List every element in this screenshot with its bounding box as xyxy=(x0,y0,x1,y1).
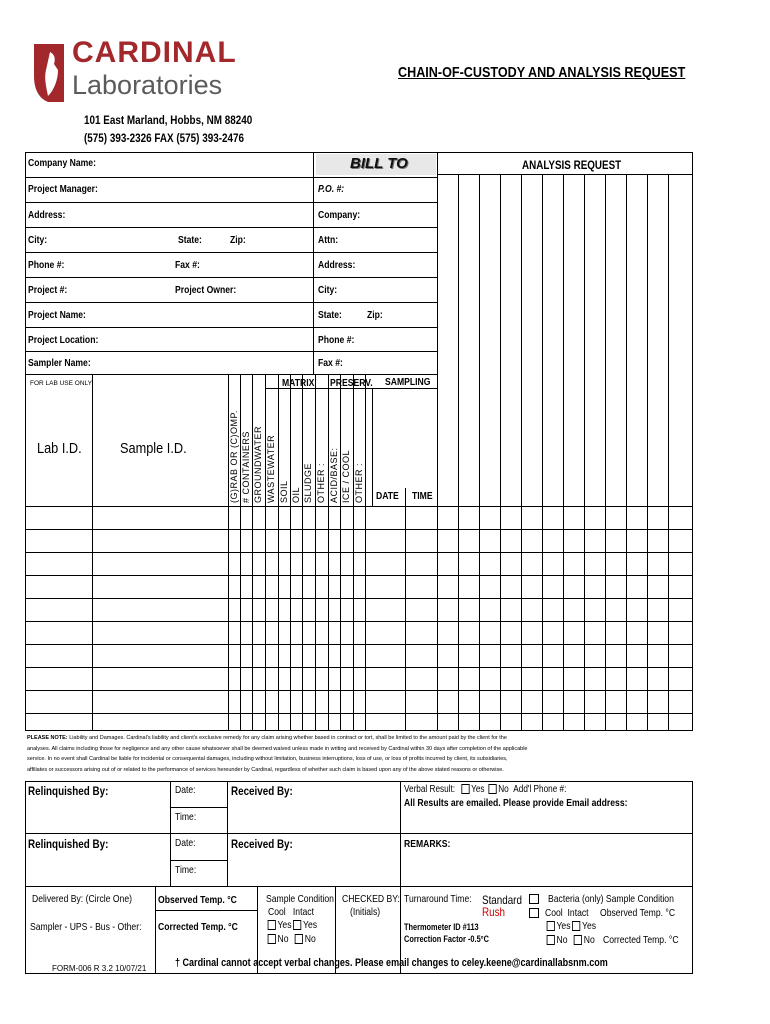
sampler-name-label[interactable]: Sampler Name: xyxy=(28,357,91,369)
analysis-column-line xyxy=(458,174,459,731)
project-name-label[interactable]: Project Name: xyxy=(28,309,86,321)
received-by-1[interactable]: Received By: xyxy=(231,784,293,798)
bact-cool-yes-checkbox[interactable] xyxy=(547,921,555,931)
corrected-temp-label[interactable]: Corrected Temp. °C xyxy=(158,921,238,933)
analysis-column-line xyxy=(647,174,648,731)
analysis-column-line xyxy=(521,174,522,731)
analysis-request-header: ANALYSIS REQUEST xyxy=(522,158,622,172)
bacteria-intact-label: Intact xyxy=(567,907,589,919)
thermometer-label: Thermometer ID #113 xyxy=(404,922,479,932)
address-line2: (575) 393-2326 FAX (575) 393-2476 xyxy=(84,133,245,145)
row-column-line xyxy=(92,374,93,731)
rush-label: Rush xyxy=(482,905,505,919)
preserv-header: PRESERV. xyxy=(330,377,373,389)
vertical-header-8: ACID/BASE: xyxy=(329,447,339,503)
zip-label[interactable]: Zip: xyxy=(230,234,246,246)
emailed-label[interactable]: All Results are emailed. Please provide Email address: xyxy=(404,797,628,809)
logo-line2: Laboratories xyxy=(72,70,223,100)
cool-yes-checkbox[interactable] xyxy=(268,920,276,930)
vertical-header-1: # CONTAINERS xyxy=(241,431,251,503)
page-title: CHAIN-OF-CUSTODY AND ANALYSIS REQUEST xyxy=(398,64,686,81)
bact-cool-yes-label: Yes xyxy=(556,920,571,932)
bill-city-label[interactable]: City: xyxy=(318,284,338,296)
time-header: TIME xyxy=(412,490,433,502)
project-location-label[interactable]: Project Location: xyxy=(28,334,99,346)
bacteria-cool-label: Cool xyxy=(545,907,563,919)
bill-address-label[interactable]: Address: xyxy=(318,259,356,271)
note-line1: Liability and Damages. Cardinal's liability and client's exclusive remedy for any claim arising whether based in contract or tort, shall be limited to the amount paid by the client for the xyxy=(69,735,507,741)
matrix-header: MATRIX xyxy=(282,377,315,389)
lab-use-label: FOR LAB USE ONLY xyxy=(30,380,93,387)
vertical-header-10: OTHER : xyxy=(354,462,364,503)
form-number: FORM-006 R 3.2 10/07/21 xyxy=(52,964,147,973)
verbal-no-label: No xyxy=(498,784,509,795)
vertical-header-7: OTHER : xyxy=(316,462,326,503)
vertical-header-6: SLUDGE xyxy=(303,462,313,503)
table-row[interactable] xyxy=(25,690,693,691)
correction-label: Correction Factor -0.5°C xyxy=(404,934,489,944)
vertical-header-5: OIL xyxy=(291,486,301,503)
cool-label: Cool xyxy=(268,906,286,918)
analysis-column-line xyxy=(542,174,543,731)
verbal-yes-label: Yes xyxy=(471,784,485,795)
table-row[interactable] xyxy=(25,667,693,668)
intact-yes-checkbox[interactable] xyxy=(293,920,301,930)
attn-label[interactable]: Attn: xyxy=(318,234,339,246)
turnaround-label[interactable]: Turnaround Time: xyxy=(404,893,472,905)
project-manager-label[interactable]: Project Manager: xyxy=(28,183,98,195)
bact-intact-no-checkbox[interactable] xyxy=(574,935,582,945)
phone-label[interactable]: Phone #: xyxy=(28,259,65,271)
time-1-label[interactable]: Time: xyxy=(175,811,197,823)
note-line3: service. In no event shall Cardinal be liable for incidental or consequental damages, including without limitation, business interruptions, loss of use, or loss of profits incurred by client, its subsidiaries, xyxy=(27,756,508,762)
bact-intact-no-label: No xyxy=(583,934,595,946)
address-line1: 101 East Marland, Hobbs, NM 88240 xyxy=(84,115,253,127)
checked-by-label[interactable]: CHECKED BY: xyxy=(342,893,400,905)
bacteria-label: Bacteria (only) Sample Condition xyxy=(548,893,674,905)
analysis-column-line xyxy=(668,174,669,731)
please-note-label: PLEASE NOTE: xyxy=(27,735,68,741)
standard-label: Standard xyxy=(482,893,522,907)
lab-id-header: Lab I.D. xyxy=(37,440,82,457)
cardinal-bird-icon xyxy=(30,40,68,104)
date-header: DATE xyxy=(376,490,399,502)
cool-no-label: No xyxy=(277,933,289,945)
analysis-column-line xyxy=(563,174,564,731)
note-line2: analyses. All claims including those for negligence and any other cause whatsoever shall be deemed waived unless made in writing and received by Cardinal within 30 days after completion of the applicable xyxy=(27,745,528,752)
table-row[interactable] xyxy=(25,644,693,645)
cool-no-checkbox[interactable] xyxy=(268,934,276,944)
bill-company-label[interactable]: Company: xyxy=(318,209,361,221)
project-no-label[interactable]: Project #: xyxy=(28,284,68,296)
standard-checkbox[interactable] xyxy=(529,894,539,904)
logo-line1: CARDINAL xyxy=(72,36,237,69)
intact-no-label: No xyxy=(304,933,316,945)
analysis-column-line xyxy=(479,174,480,731)
bill-phone-label[interactable]: Phone #: xyxy=(318,334,355,346)
bact-cool-no-checkbox[interactable] xyxy=(547,935,555,945)
cool-yes-label: Yes xyxy=(277,919,292,931)
bill-state-label[interactable]: State: xyxy=(318,309,342,321)
vertical-header-9: ICE / COOL xyxy=(341,449,351,503)
company-name-label[interactable]: Company Name: xyxy=(28,157,96,169)
sample-id-header: Sample I.D. xyxy=(120,440,187,457)
po-label[interactable]: P.O. #: xyxy=(318,183,345,195)
corrected-temp2-label[interactable]: Corrected Temp. °C xyxy=(603,934,679,946)
bill-to-title: BILL TO xyxy=(350,155,408,172)
vertical-header-0: (G)RAB OR (C)OMP. xyxy=(229,410,239,503)
analysis-column-line xyxy=(500,174,501,731)
delivered-by-label[interactable]: Delivered By: (Circle One) xyxy=(32,893,133,905)
row-column-line xyxy=(405,506,406,731)
sample-condition-label: Sample Condition xyxy=(266,893,334,905)
intact-no-checkbox[interactable] xyxy=(295,934,303,944)
relinquished-by-1[interactable]: Relinquished By: xyxy=(28,784,109,798)
table-row[interactable] xyxy=(25,506,693,507)
addl-phone-label[interactable]: Add'l Phone #: xyxy=(513,784,567,795)
remarks-label[interactable]: REMARKS: xyxy=(404,838,451,850)
sampling-header: SAMPLING xyxy=(385,376,431,388)
relinquished-by-2[interactable]: Relinquished By: xyxy=(28,837,109,851)
city-label[interactable]: City: xyxy=(28,234,48,246)
initials-label: (Initials) xyxy=(350,906,381,918)
verbal-no-checkbox[interactable] xyxy=(488,784,496,794)
vertical-header-3: WASTEWATER xyxy=(266,434,276,503)
state-label[interactable]: State: xyxy=(178,234,202,246)
bact-intact-yes-checkbox[interactable] xyxy=(572,921,580,931)
bottom-note: † Cardinal cannot accept verbal changes. Please email changes to celey.keene@cardinallabsnm.com xyxy=(175,957,608,969)
analysis-column-line xyxy=(605,174,606,731)
verbal-yes-checkbox[interactable] xyxy=(461,784,469,794)
analysis-column-line xyxy=(626,174,627,731)
date-2-label[interactable]: Date: xyxy=(175,837,196,849)
fax-label[interactable]: Fax #: xyxy=(175,259,200,271)
please-note xyxy=(27,733,727,775)
time-2-label[interactable]: Time: xyxy=(175,864,197,876)
verbal-result-label: Verbal Result: xyxy=(404,784,456,795)
observed-temp2-label[interactable]: Observed Temp. °C xyxy=(600,907,676,919)
table-row[interactable] xyxy=(25,598,693,599)
bact-cool-no-label: No xyxy=(556,934,568,946)
date-1-label[interactable]: Date: xyxy=(175,784,196,796)
vertical-header-2: GROUNDWATER xyxy=(253,426,263,503)
rush-checkbox[interactable] xyxy=(529,908,539,918)
table-row[interactable] xyxy=(25,552,693,553)
table-row[interactable] xyxy=(25,621,693,622)
logo xyxy=(30,38,250,106)
analysis-column-line xyxy=(584,174,585,731)
project-owner-label[interactable]: Project Owner: xyxy=(175,284,237,296)
sampler-ups-label[interactable]: Sampler - UPS - Bus - Other: xyxy=(30,921,142,933)
vertical-header-4: SOIL xyxy=(279,480,289,503)
intact-yes-label: Yes xyxy=(303,919,318,931)
table-row[interactable] xyxy=(25,575,693,576)
intact-label: Intact xyxy=(292,906,314,918)
bill-fax-label[interactable]: Fax #: xyxy=(318,357,343,369)
address-label[interactable]: Address: xyxy=(28,209,66,221)
table-row[interactable] xyxy=(25,529,693,530)
bill-zip-label[interactable]: Zip: xyxy=(367,309,383,321)
table-row[interactable] xyxy=(25,713,693,714)
received-by-2[interactable]: Received By: xyxy=(231,837,293,851)
note-line4: affiliates or successors arising out of or related to the performance of services hereunder by Cardinal, regardless of whether such claim is based upon any of the above stated reasons or otherwise. xyxy=(27,766,504,773)
observed-temp-label[interactable]: Observed Temp. °C xyxy=(158,894,237,906)
bact-intact-yes-label: Yes xyxy=(582,920,597,932)
